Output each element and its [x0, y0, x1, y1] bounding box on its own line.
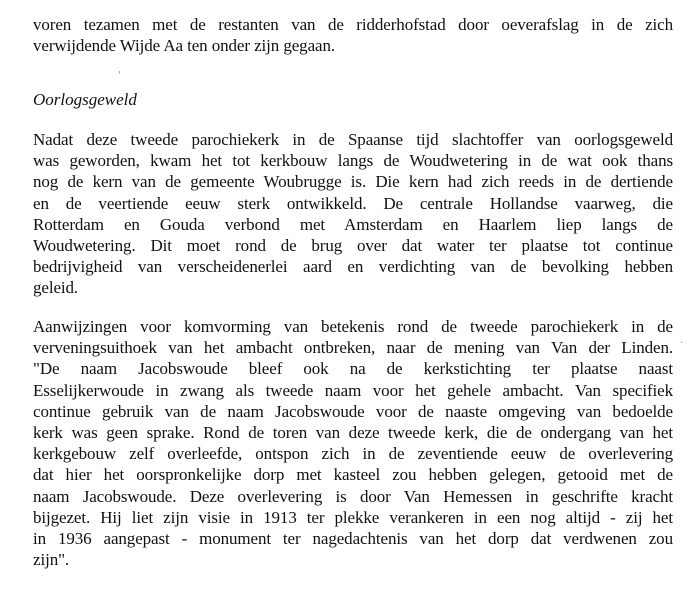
- section-heading: Oorlogsgeweld: [33, 90, 137, 109]
- text-line: voren tezamen met de restanten van de ridderhofstad door oeverafslag in de zich: [33, 15, 673, 34]
- text-line: Rotterdam en Gouda verbond met Amsterdam en Haarlem liep langs de: [33, 214, 673, 234]
- text-line: Aanwijzingen voor komvorming van betekenis rond de tweede parochiekerk in de: [33, 317, 673, 336]
- text-line: in 1936 aangepast - monument ter nagedachtenis van het dorp dat verdwenen zou: [33, 529, 673, 549]
- text-line: verveningsuithoek van het ambacht ontbreken, naar de mening van Van der Linden.: [33, 338, 673, 358]
- scan-speck: ': [118, 70, 121, 81]
- text-line: en de veertiende eeuw sterk ontwikkeld. De centrale Hollandse vaarweg, die: [33, 193, 673, 213]
- text-line: "De naam Jacobswoude bleef ook na de kerkstichting ter plaatse naast: [33, 359, 673, 379]
- text-line: kerk was geen sprake. Rond de toren van deze tweede kerk, die de ondergang van het: [33, 423, 673, 443]
- text-line: verwijdende Wijde Aa ten onder zijn gegaan.: [33, 36, 336, 56]
- text-line: geleid.: [33, 278, 79, 298]
- text-line: zijn".: [33, 550, 70, 570]
- text-line: Woudwetering. Dit moet rond de brug over dat water ter plaatse tot continue: [33, 236, 673, 256]
- text-line: bedrijvigheid van verscheidenerlei aard en verdichting van de bevolking hebben: [33, 257, 673, 277]
- text-line: continue gebruik van de naam Jacobswoude voor de naaste omgeving van bedoelde: [33, 401, 673, 421]
- text-line: naam Jacobswoude. Deze overlevering is door Van Hemessen in geschrifte kracht: [33, 486, 673, 506]
- text-line: kerkgebouw zelf overleefde, ontspon zich in de zeventiende eeuw de overlevering: [33, 444, 673, 464]
- text-line: was geworden, kwam het tot kerkbouw langs de Woudwetering in de wat ook thans: [33, 151, 673, 171]
- text-line: Nadat deze tweede parochiekerk in de Spaanse tijd slachtoffer van oorlogsgeweld: [33, 130, 673, 149]
- text-line: nog de kern van de gemeente Woubrugge is. Die kern had zich reeds in de dertiende: [33, 172, 673, 192]
- paragraph-oorlogsgeweld: [33, 129, 673, 299]
- paragraph-aanwijzingen: [33, 316, 673, 570]
- intro-paragraph: [33, 14, 673, 56]
- text-line: Esselijkerwoude in zwang als tweede naam voor het gehele ambacht. Van specifiek: [33, 380, 673, 400]
- text-line: bijgezet. Hij liet zijn visie in 1913 ter plekke verankeren in een nog altijd - zij het: [33, 507, 673, 527]
- scan-speck: ·: [680, 338, 684, 349]
- text-line: dat hier het oorspronkelijke dorp met kasteel zou hebben gelegen, getooid met de: [33, 465, 673, 485]
